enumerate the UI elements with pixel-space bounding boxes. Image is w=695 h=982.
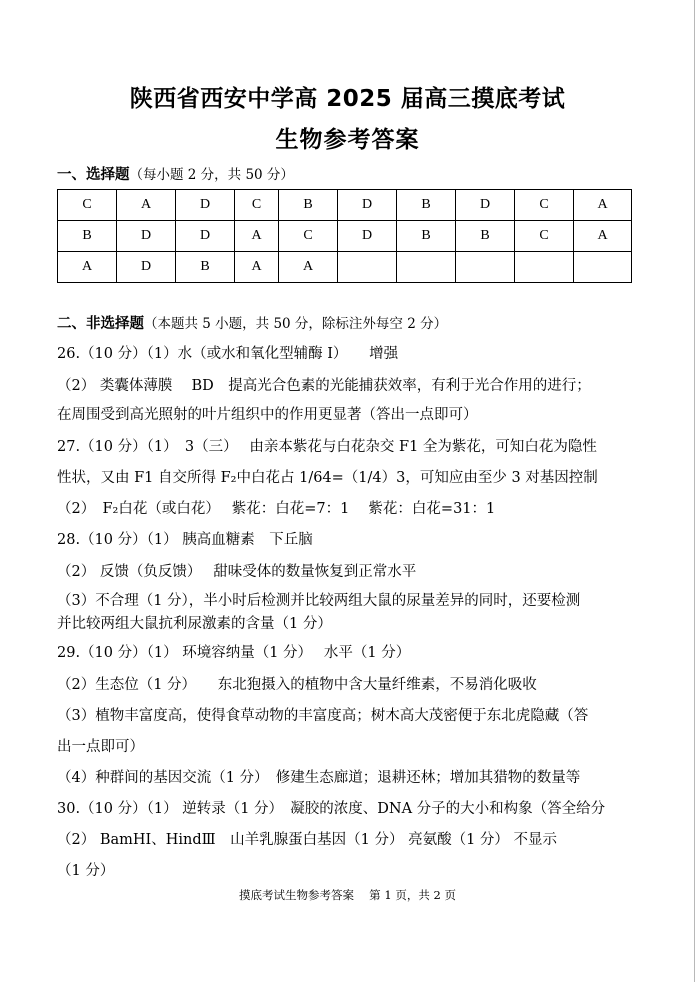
table-cell: A	[117, 190, 176, 221]
answer-line: （2） BamHⅠ、HindⅢ 山羊乳腺蛋白基因（1 分） 亮氨酸（1 分） 不显示	[57, 832, 558, 848]
table-cell	[397, 252, 456, 283]
table-cell: A	[574, 190, 632, 221]
table-cell: D	[456, 190, 515, 221]
table-cell: D	[117, 221, 176, 252]
section-1-note: （每小题 2 分，共 50 分）	[129, 167, 294, 183]
table-cell: D	[338, 190, 397, 221]
table-cell	[338, 252, 397, 283]
answer-table	[57, 189, 632, 283]
answer-line: （2） 类囊体薄膜 BD 提高光合色素的光能捕获效率，有利于光合作用的进行；	[57, 378, 591, 394]
table-row	[58, 221, 632, 252]
answer-line: （3）不合理（1 分），半小时后检测并比较两组大鼠的尿量差异的同时，还要检测	[57, 593, 581, 609]
table-cell: B	[279, 190, 338, 221]
table-cell: C	[279, 221, 338, 252]
page-footer: 摸底考试生物参考答案 第 1 页，共 2 页	[239, 888, 456, 902]
answer-line: （2） F₂白花（或白花） 紫花：白花=7：1 紫花：白花=31：1	[57, 501, 496, 517]
section-2-title: 二、非选择题	[57, 316, 144, 332]
table-cell: B	[456, 221, 515, 252]
answer-line: 性状，又由 F1 自交所得 F₂中白花占 1/64=（1/4）3，可知应由至少 3 对基因控制	[57, 470, 598, 486]
table-cell: D	[338, 221, 397, 252]
table-cell: C	[515, 190, 574, 221]
table-cell: A	[279, 252, 338, 283]
table-row	[58, 190, 632, 221]
answer-line: 30.（10 分）（1） 逆转录（1 分） 凝胶的浓度、DNA 分子的大小和构象（答全给分	[57, 801, 606, 817]
answer-line: 出一点即可）	[57, 739, 144, 755]
table-cell: C	[58, 190, 117, 221]
answer-line: （2）生态位（1 分） 东北狍摄入的植物中含大量纤维素，不易消化吸收	[57, 677, 537, 693]
table-cell: A	[235, 221, 279, 252]
table-cell: D	[176, 221, 235, 252]
table-cell: C	[235, 190, 279, 221]
answer-line: 29.（10 分）（1） 环境容纳量（1 分） 水平（1 分）	[57, 645, 411, 661]
answer-line: （1 分）	[57, 863, 115, 879]
table-cell: B	[58, 221, 117, 252]
table-row	[58, 252, 632, 283]
table-cell: A	[235, 252, 279, 283]
answer-line: 26.（10 分）（1）水（或水和氧化型辅酶 I） 增强	[57, 346, 399, 362]
table-cell	[456, 252, 515, 283]
page-title: 陕西省西安中学高 2025 届高三摸底考试	[129, 86, 566, 112]
answer-line: （4）种群间的基因交流（1 分） 修建生态廊道；退耕还林；增加其猎物的数量等	[57, 770, 581, 786]
table-cell	[574, 252, 632, 283]
answer-line: （3）植物丰富度高，使得食草动物的丰富度高；树木高大茂密便于东北虎隐藏（答	[57, 708, 589, 724]
table-cell: C	[515, 221, 574, 252]
section-2-heading	[57, 312, 447, 333]
table-cell	[515, 252, 574, 283]
section-2-note: （本题共 5 小题，共 50 分，除标注外每空 2 分）	[144, 316, 448, 332]
answer-line: 28.（10 分）（1） 胰高血糖素 下丘脑	[57, 532, 313, 548]
table-cell: A	[574, 221, 632, 252]
table-cell: D	[176, 190, 235, 221]
answer-line: （2） 反馈（负反馈） 甜味受体的数量恢复到正常水平	[57, 564, 417, 580]
section-1-title: 一、选择题	[57, 167, 130, 183]
table-cell: B	[176, 252, 235, 283]
page-subtitle: 生物参考答案	[275, 127, 420, 153]
table-cell: B	[397, 221, 456, 252]
table-cell: B	[397, 190, 456, 221]
answer-line: 27.（10 分）（1） 3（三） 由亲本紫花与白花杂交 F1 全为紫花，可知白花为隐性	[57, 439, 597, 455]
section-1-heading	[57, 163, 294, 184]
table-cell: A	[58, 252, 117, 283]
answer-line: 在周围受到高光照射的叶片组织中的作用更显著（答出一点即可）	[57, 407, 478, 423]
answer-line: 并比较两组大鼠抗利尿激素的含量（1 分）	[57, 616, 332, 632]
table-cell: D	[117, 252, 176, 283]
